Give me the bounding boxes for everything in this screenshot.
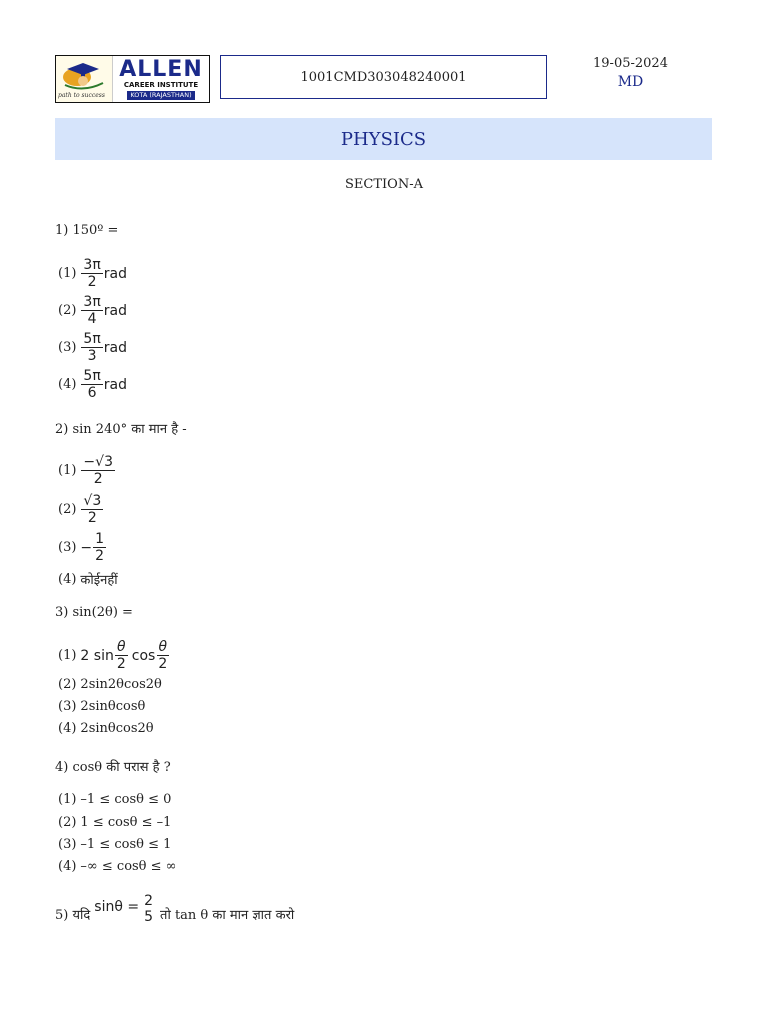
option-number: (2) [58,303,77,318]
option-number: (1) [58,266,77,281]
denominator: 5 [144,909,154,925]
option-text: 2sinθcos2θ [80,721,154,736]
option-text: –∞ ≤ cosθ ≤ ∞ [80,859,177,874]
logo-emblem [56,56,113,102]
paper-code-box [220,55,547,99]
option-number: (4) [58,571,77,587]
expr-part: cos [131,647,156,664]
option-text: कोईनहीं [80,573,118,588]
q2-option-2 [58,493,104,526]
numerator: √3 [83,493,102,509]
q3-option-1 [58,639,170,672]
denominator: 4 [87,311,97,327]
fraction [81,257,102,290]
fraction [81,454,115,487]
option-text: 2sin2θcos2θ [80,677,162,692]
denominator: 2 [158,656,168,672]
q3-option-3 [58,699,145,714]
graduate-cap-icon [57,59,111,93]
option-number: (1) [58,792,77,807]
numerator: 2 [144,893,154,909]
q4-option-2 [58,815,171,830]
logo-subtitle: CAREER INSTITUTE [123,80,199,89]
q2-option-1 [58,454,116,487]
denominator: 2 [93,471,103,487]
q5-lhs: sinθ = [94,899,140,915]
option-number: (2) [58,815,77,830]
option-text: –1 ≤ cosθ ≤ 0 [80,792,172,807]
exam-date: 19-05-2024 [593,56,668,71]
question-1: 1) 150º = [55,223,119,238]
fraction [156,639,169,672]
numerator: θ [158,639,168,655]
q4-option-4 [58,859,177,874]
q1-option-1 [58,257,127,290]
fraction [115,639,128,672]
option-text: –1 ≤ cosθ ≤ 1 [80,837,172,852]
option-number: (3) [58,837,77,852]
q2-option-4 [58,570,118,588]
question-2: 2) sin 240° का मान है - [55,422,187,437]
fraction [81,331,102,364]
stream-label: MD [617,74,644,90]
denominator: 2 [116,656,126,672]
option-number: (1) [58,648,77,663]
q2-option-3 [58,531,107,564]
q1-option-4 [58,368,127,401]
unit: rad [103,265,127,282]
allen-logo [55,55,210,103]
q3-option-2 [58,677,162,692]
q4-option-1 [58,792,171,807]
section-heading: SECTION-A [345,177,423,192]
fraction [81,368,102,401]
q1-option-3 [58,331,127,364]
numerator: 3π [83,294,101,310]
fraction [81,493,103,526]
option-number: (4) [58,721,77,736]
q4-option-3 [58,837,171,852]
q1-option-2 [58,294,127,327]
option-number: (3) [58,699,77,714]
subject-banner [55,118,712,160]
numerator: −√3 [83,454,113,470]
unit: rad [103,339,127,356]
denominator: 2 [87,510,97,526]
denominator: 2 [87,274,97,290]
option-number: (4) [58,377,77,392]
option-number: (3) [58,540,77,555]
option-text: 1 ≤ cosθ ≤ –1 [80,815,172,830]
question-3: 3) sin(2θ) = [55,605,133,620]
unit: rad [103,376,127,393]
question-4: 4) cosθ की परास है ? [55,760,171,775]
q3-option-4 [58,721,154,736]
option-number: (4) [58,859,77,874]
expr-part: 2 sin [80,647,114,664]
unit: rad [103,302,127,319]
option-number: (3) [58,340,77,355]
denominator: 2 [95,548,105,564]
numerator: 3π [83,257,101,273]
option-number: (1) [58,463,77,478]
logo-city: KOTA (RAJASTHAN) [127,91,194,100]
numerator: 1 [95,531,105,547]
question-5 [55,893,294,925]
option-text: 2sinθcosθ [80,699,146,714]
fraction [93,531,106,564]
option-number: (2) [58,677,77,692]
option-number: (2) [58,502,77,517]
minus-sign: − [80,539,93,556]
denominator: 6 [87,385,97,401]
subject-title: PHYSICS [340,128,427,150]
denominator: 3 [87,348,97,364]
fraction [81,294,102,327]
numerator: θ [117,639,126,655]
logo-tagline: path to success [58,92,105,99]
logo-name: ALLEN [119,56,203,82]
q5-prefix: 5) यदि [55,908,91,923]
numerator: 5π [83,368,101,384]
q5-suffix: तो tan θ का मान ज्ञात करो [160,908,295,923]
fraction [142,893,155,925]
paper-code: 1001CMD303048240001 [300,69,467,85]
numerator: 5π [83,331,101,347]
